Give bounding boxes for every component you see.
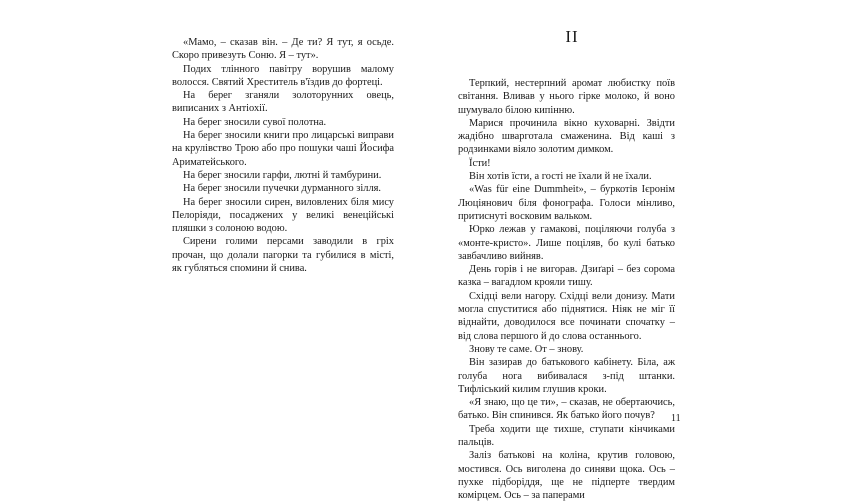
paragraph: Знову те саме. От – знову. <box>469 343 584 355</box>
paragraph: На берег зносили пучечки дурманного зілля. <box>183 183 382 195</box>
paragraph: На берег зносили сувої полотна. <box>183 116 327 128</box>
paragraph: «Мамо, – сказав він. – Де ти? Я тут, я осьде. Скоро привезуть Соню. Я – тут». <box>172 37 394 62</box>
paragraph: Подих тлінного павітру ворушив малому волосся. Святий Хреститель в'їздив до фортеці. <box>172 63 394 88</box>
paragraph: Юрко лежав у гамакові, поціляючи голуба з «монте-кристо». Лише поціляв, бо кулі батько завбачливо вийняв. <box>458 224 675 262</box>
chapter-number: II <box>565 27 579 46</box>
paragraph: На берег зносили сирен, виловлених біля мису Пелоріяди, посаджених у великі венеційські пляшки з солоною водою. <box>172 196 394 235</box>
paragraph: На берег зганяли золоторунних овець, виписаних з Антіохії. <box>172 90 394 115</box>
paragraph: Сирени голими персами заводили в гріх прочан, що долали пагорки та губилися в місті, як губляться спомини й снива. <box>172 236 394 275</box>
paragraph: День горів і не вигорав. Дзиґарі – без сорома казка – вагадлом крояли тишу. <box>458 264 675 289</box>
left-page-text <box>172 36 394 275</box>
paragraph: Він хотів їсти, а гості не їхали й не їхали. <box>469 171 652 183</box>
left-page <box>0 0 425 450</box>
paragraph: Їсти! <box>469 157 491 169</box>
paragraph: Терпкий, нестерпний аромат любистку поїв світання. Вливав у нього гірке молоко, й воно шумувало білою кипінню. <box>458 78 675 116</box>
paragraph: Він зазирав до батькового кабінету. Біла, аж голуба нога вибивалася з-під штанки. Тифліський килим глушив кроки. <box>458 357 675 395</box>
right-page-text <box>458 77 675 503</box>
paragraph: «Was für eine Dummheit», – буркотів Ієронім Люціянович біля фонографа. Голоси мінливо, притиснуті восковим вальком. <box>458 184 675 222</box>
paragraph: На берег зносили книги про лицарські виправи на крулівство Трою або про пошуки чаші Йосифа Ариматейського. <box>172 130 394 168</box>
paragraph: Марися прочинила вікно куховарні. Звідти жадібно шварготала смаженина. Від каші з родзинками віяло золотим димком. <box>458 117 675 156</box>
paragraph: На берег зносили гарфи, лютні й тамбурини. <box>183 169 382 181</box>
paragraph: Східці вели нагору. Східці вели донизу. Мати могла спуститися або піднятися. Ніяк не міг її віднайти, доводилося все починати спочатку – від слова першого й до слова останнього. <box>458 290 675 342</box>
page-number: 11 <box>671 413 681 424</box>
right-page <box>425 0 850 502</box>
paragraph: «Я знаю, що це ти», – сказав, не обертаючись, батько. Він спинився. Як батько його почув? <box>458 397 675 422</box>
paragraph: Треба ходити ще тихше, ступати кінчиками пальців. <box>458 423 675 449</box>
paragraph: Заліз батькові на коліна, крутив головою, мостився. Ось виголена до синяви щока. Ось – пухке підборіддя, ще не підперте твердим комірцем. Ось – за паперами <box>458 450 675 502</box>
